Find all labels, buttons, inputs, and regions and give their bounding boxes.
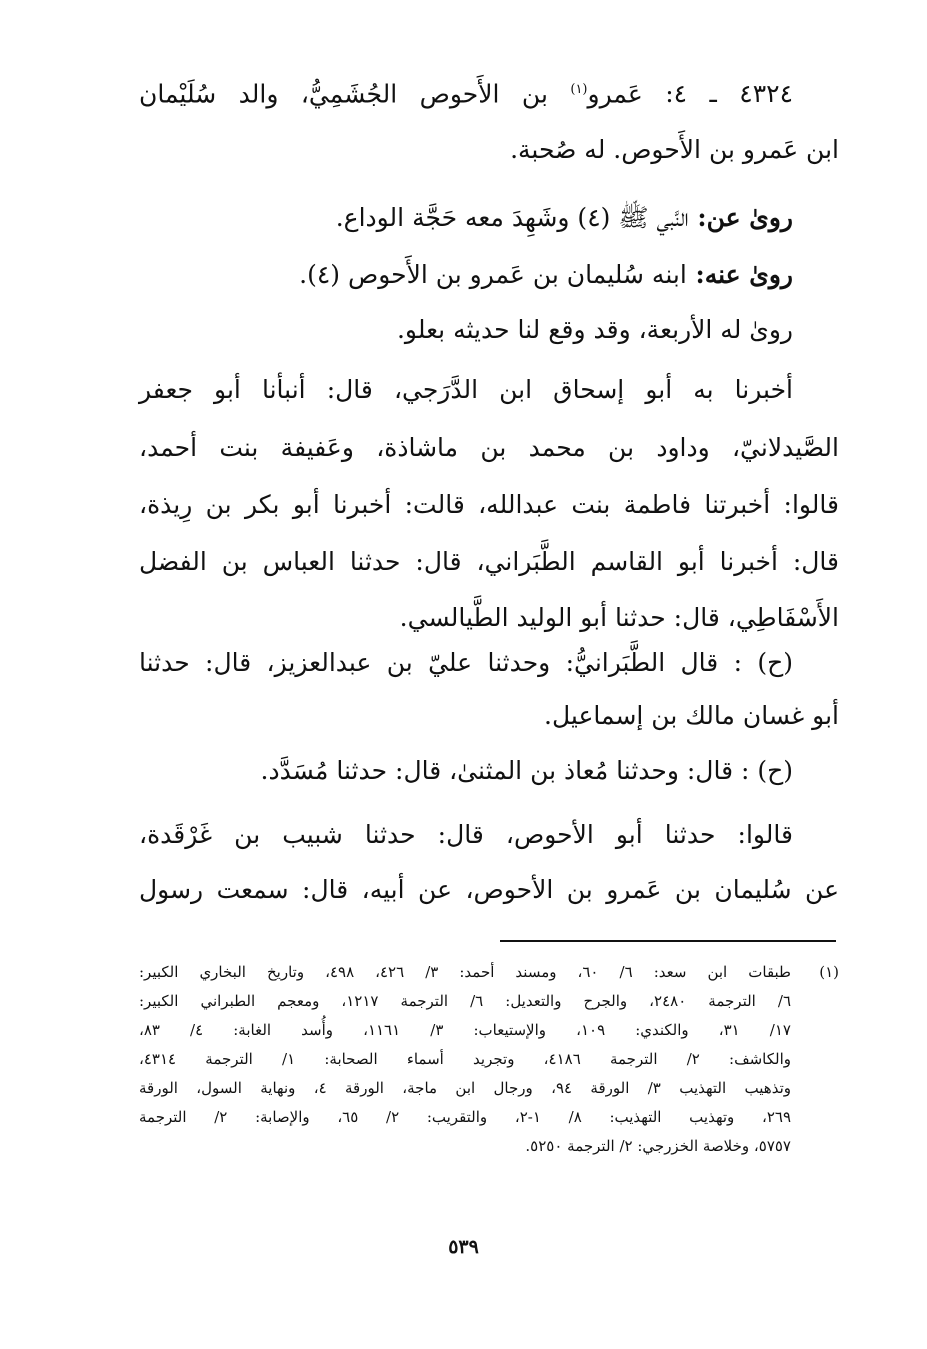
footnote-line-1 [139, 958, 839, 987]
footnote-line: ٥٧٥٧، وخلاصة الخزرجي: ٢/ الترجمة ٥٢٥٠. [525, 1137, 791, 1155]
rawa-anhu-text: ابنه سُليمان بن عَمرو بن الأَحوص (٤). [299, 260, 687, 289]
entry-name-rest: بن الأَحوص الجُشَمِيُّ، والد سُلَيْمان [139, 79, 571, 109]
body-line: قالوا: أخبرتنا فاطمة بنت عبدالله، قالت: أخبرنا أبو بكر بن رِيذة، [139, 490, 839, 519]
body-line: أبو غسان مالك بن إسماعيل. [544, 701, 839, 730]
footnote-line: ١٧/ ٣١، والكندي: ١٠٩، والإستيعاب: ٣/ ١١٦١، وأُسد الغابة: ٤/ ٨٣، [139, 1021, 791, 1039]
body-line: (ح) : قال الطَّبَرانيُّ: وحدثنا عليّ بن عبدالعزيز، قال: حدثنا [139, 648, 793, 677]
body-line: الأَسْفَاطِي، قال: حدثنا أبو الوليد الطَّيالسي. [399, 603, 839, 632]
entry-line-1 [139, 70, 839, 114]
footnote-separator [500, 940, 836, 942]
entry-line-2: ابن عَمرو بن الأَحوص. له صُحبة. [510, 135, 839, 164]
footnote-text: طبقات ابن سعد: ٦/ ٦٠، ومسند أحمد: ٣/ ٤٢٦، ٤٩٨، وتاريخ البخاري الكبير: [139, 963, 791, 981]
body-line: عن سُليمان بن عَمرو بن الأحوص، عن أبيه، قال: سمعت رسول [139, 875, 839, 904]
body-line: أخبرنا به أبو إسحاق ابن الدَّرَجي، قال: أنبأنا أبو جعفر [139, 375, 793, 404]
rawa-an-line [139, 198, 839, 238]
rawa-anhu-label: روىٰ عنه: [686, 260, 793, 289]
body-line: قالوا: حدثنا أبو الأحوص، قال: حدثنا شبيب بن غَرْقَدة، [139, 820, 793, 849]
body-line: الصَّيدلانيّ، وداود بن محمد بن ماشاذة، وعَفيفة بنت أحمد، [139, 433, 839, 462]
footnote-line: وتذهيب التهذيب ٣/ الورقة ٩٤، ورجال ابن ماجة، الورقة ٤، ونهاية السول، الورقة [139, 1079, 791, 1097]
footnote-line: والكاشف: ٢/ الترجمة ٤١٨٦، وتجريد أسماء الصحابة: ١/ الترجمة ٤٣١٤، [139, 1050, 792, 1068]
page-number: ٥٣٩ [448, 1236, 479, 1258]
rawa-lahu-line: روىٰ له الأربعة، وقد وقع لنا حديثه بعلو. [396, 315, 793, 344]
entry-number: ٤٣٢٤ ـ ٤: [642, 79, 794, 109]
entry-name: عَمرو [587, 79, 643, 109]
body-line: (ح) : قال: وحدثنا مُعاذ بن المثنىٰ، قال: حدثنا مُسَدَّد. [260, 756, 793, 785]
rawa-an-label: روىٰ عن: [688, 203, 793, 232]
footnote-ref: (١) [570, 82, 588, 97]
footnote-line: ٦/ الترجمة ٢٤٨٠، والجرح والتعديل: ٦/ الترجمة ١٢١٧، ومعجم الطبراني الكبير: [139, 992, 791, 1010]
body-line: قال: أخبرنا أبو القاسم الطَّبَراني، قال: حدثنا العباس بن الفضل [139, 547, 839, 576]
footnote-number: (١) [819, 963, 839, 981]
rawa-anhu-line [139, 255, 839, 295]
rawa-an-text: النَّبي ﷺ (٤) وشَهِدَ معه حَجَّة الوداع. [335, 203, 689, 232]
footnote-line: ٢٦٩، وتهذيب التهذيب: ٨/ ١-٢، والتقريب: ٢/ ٦٥، والإصابة: ٢/ الترجمة [139, 1108, 792, 1126]
